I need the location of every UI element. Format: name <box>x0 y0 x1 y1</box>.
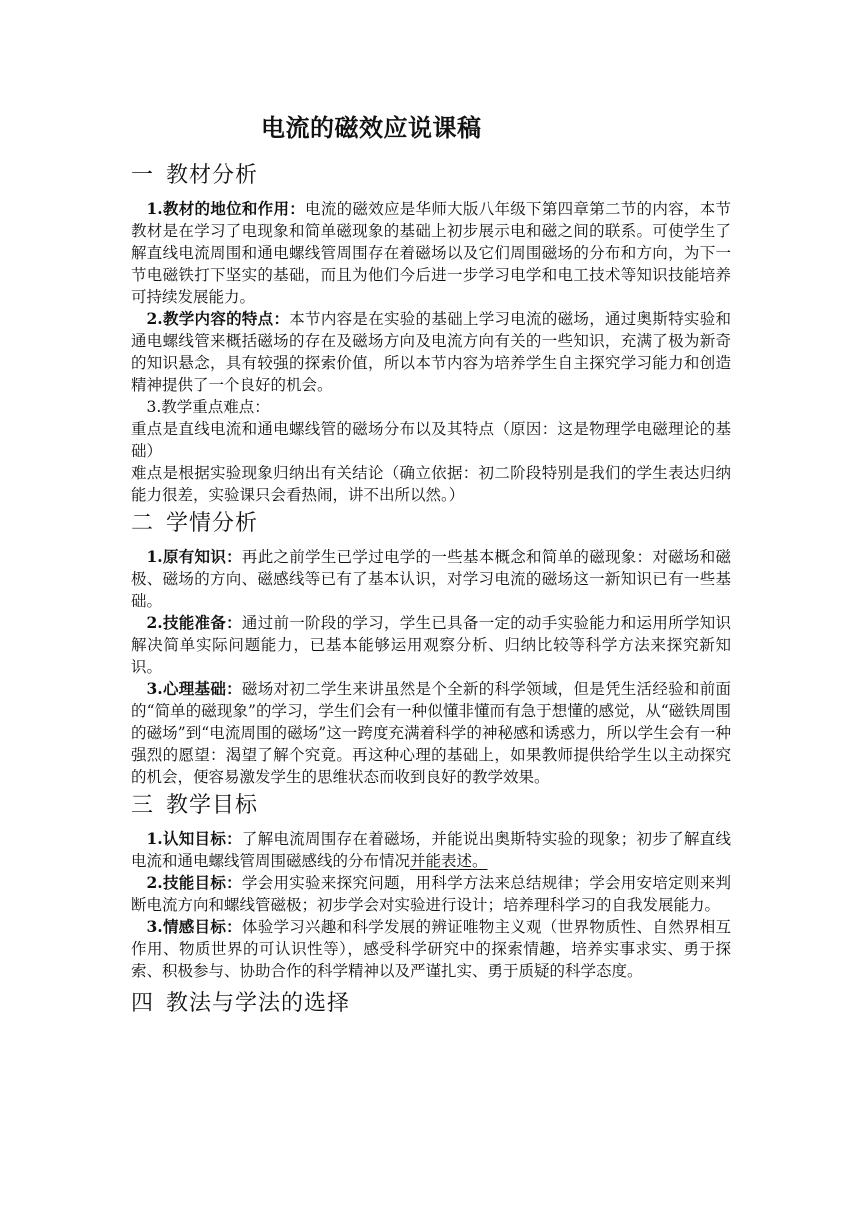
paragraph-content-features <box>131 308 731 396</box>
paragraph-text: 通过前一阶段的学习，学生已具备一定的动手实验能力和运用所学知识解决简单实际问题能力，已基本能够运用观察分析、归纳比较等科学方法来探究新知识。 <box>131 614 731 676</box>
paragraph-label: 2.技能目标： <box>146 873 242 892</box>
section-heading-student-analysis <box>131 508 731 542</box>
paragraph-psychological-basis <box>131 678 731 788</box>
paragraph-label: 2.技能准备： <box>146 613 242 632</box>
section-title: 教学目标 <box>166 793 259 818</box>
paragraph-text: 电流的磁效应是华师大版八年级下第四章第二节的内容，本节教材是在学习了电现象和简单磁现象的基础上初步展示电和磁之间的联系。可使学生了解直线电流周围和通电螺线管周围存在着磁场以及它们周围磁场的分布和方向，为下一节电磁铁打下坚实的基础，而且为他们今后进一步学习电学和电工技术等知识技能培养可持续发展能力。 <box>131 200 731 306</box>
paragraph-text: 了解电流周围存在着磁场，并能说出奥斯特实验的现象；初步了解直线电流和通电螺线管周围磁感线的分布情况 <box>131 830 731 870</box>
paragraph-prior-knowledge <box>131 546 731 612</box>
section-number: 三 <box>131 793 155 818</box>
paragraph-label: 3.情感目标： <box>146 917 242 936</box>
paragraph-label: 2.教学内容的特点： <box>146 309 290 328</box>
paragraph-key-points: 重点是直线电流和通电螺线管的磁场分布以及其特点（原因：这是物理学电磁理论的基础） <box>131 420 731 460</box>
section-number: 一 <box>131 163 155 188</box>
paragraph-cognitive-objective <box>131 828 731 872</box>
section-heading-teaching-material <box>131 160 731 194</box>
paragraph-label: 3.心理基础： <box>146 679 242 698</box>
section-title: 学情分析 <box>166 511 259 536</box>
paragraph-label: 1.原有知识： <box>146 547 242 566</box>
section-number: 二 <box>131 511 155 536</box>
paragraph-label: 1.认知目标： <box>146 829 242 848</box>
section-title: 教法与学法的选择 <box>166 991 351 1016</box>
paragraph-text: 体验学习兴趣和科学发展的辨证唯物主义观（世界物质性、自然界相互作用、物质世界的可认识性等），感受科学研究中的探索情趣，培养实事求实、勇于探索、积极参与、协助合作的科学精神以及严谨扎实、勇于质疑的科学态度。 <box>131 918 731 980</box>
paragraph-emotional-objective <box>131 916 731 982</box>
paragraph-skill-objective <box>131 872 731 916</box>
section-title: 教材分析 <box>166 163 259 188</box>
document-page <box>131 106 731 1026</box>
underlined-text: 并能表述。 <box>410 852 488 870</box>
paragraph-text: 磁场对初二学生来讲虽然是个全新的科学领域，但是凭生活经验和前面的“简单的磁现象”的学习，学生们会有一种似懂非懂而有急于想懂的感觉，从“磁铁周围的磁场”到“电流周围的磁场”这一跨度充满着科学的神秘感和诱惑力，所以学生会有一种强烈的愿望：渴望了解个究竟。再这种心理的基础上，如果教师提供给学生以主动探究的机会，便容易激发学生的思维状态而收到良好的教学效果。 <box>131 680 731 786</box>
section-heading-teaching-objectives <box>131 790 731 824</box>
paragraph-skill-preparation <box>131 612 731 678</box>
document-title: 电流的磁效应说课稿 <box>261 113 482 142</box>
paragraph-text: 再此之前学生已学过电学的一些基本概念和简单的磁现象：对磁场和磁极、磁场的方向、磁感线等已有了基本认识，对学习电流的磁场这一新知识已有一些基础。 <box>131 548 731 610</box>
paragraph-key-points-heading: 3.教学重点难点： <box>146 398 270 416</box>
paragraph-label: 1.教材的地位和作用： <box>146 199 306 218</box>
section-heading-teaching-methods <box>131 988 731 1022</box>
paragraph-text: 本节内容是在实验的基础上学习电流的磁场，通过奥斯特实验和通电螺线管来概括磁场的存在及磁场方向及电流方向有关的一些知识，充满了极为新奇的知识悬念，具有较强的探索价值，所以本节内容为培养学生自主探究学习能力和创造精神提供了一个良好的机会。 <box>131 310 731 394</box>
paragraph-text: 学会用实验来探究问题，用科学方法来总结规律；学会用安培定则来判断电流方向和螺线管磁极；初步学会对实验进行设计；培养理科学习的自我发展能力。 <box>131 874 731 914</box>
section-number: 四 <box>131 991 155 1016</box>
paragraph-material-position <box>131 198 731 308</box>
paragraph-difficult-points: 难点是根据实验现象归纳出有关结论（确立依据：初二阶段特别是我们的学生表达归纳能力很差，实验课只会看热闹，讲不出所以然。） <box>131 464 731 504</box>
